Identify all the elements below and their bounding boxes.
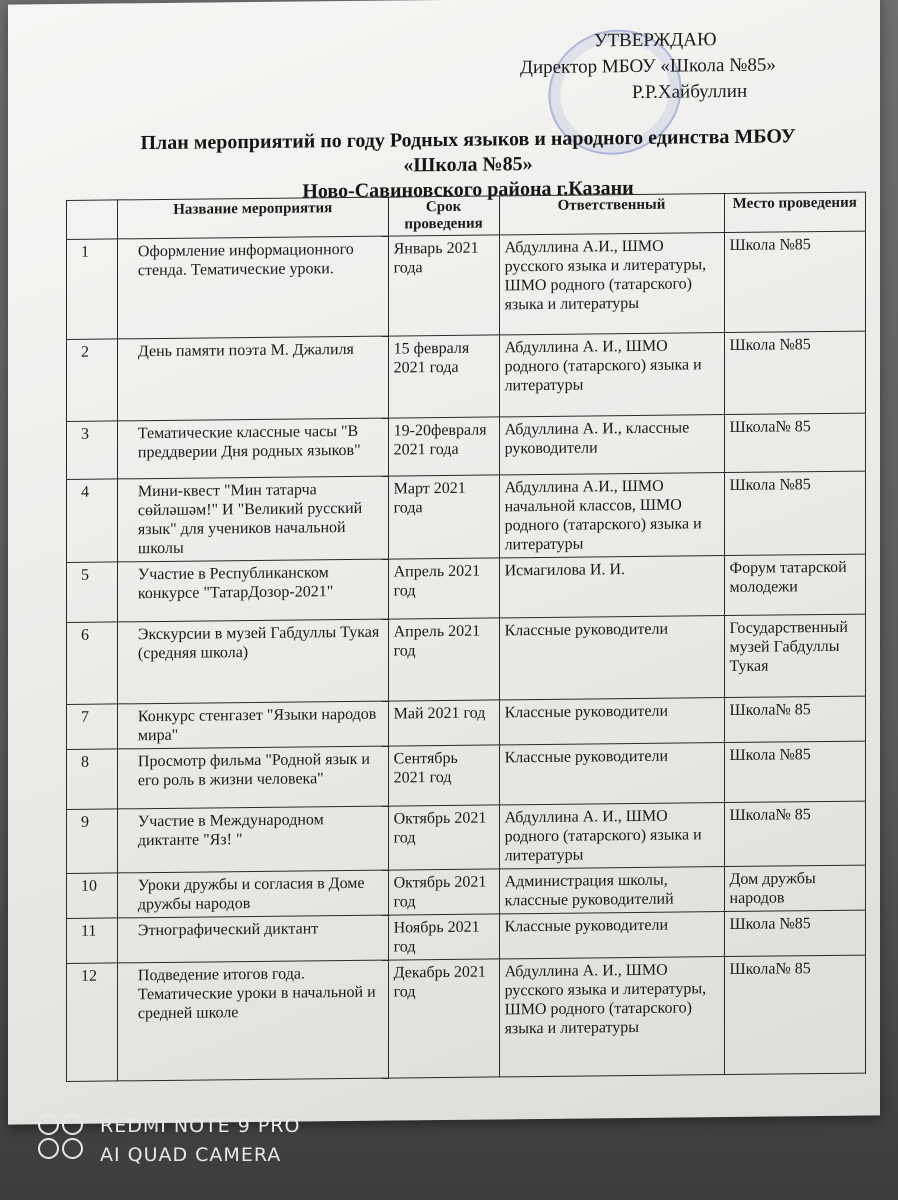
event-term: Апрель 2021 год [388,558,499,619]
event-name: Тематические классные часы "В преддверии Дня родных языков" [117,418,388,479]
event-name: Уроки дружбы и согласия в Доме дружбы народов [117,870,388,918]
event-responsible: Классные руководители [499,743,724,805]
document-page [8,0,880,1125]
table-row [67,413,866,479]
event-term: Октябрь 2021 год [388,869,499,915]
event-place: Форум татарской молодежи [724,554,866,615]
table-row [67,801,866,873]
row-number: 12 [67,963,118,1082]
event-place: Школа №85 [724,910,866,956]
events-table [66,192,866,1082]
event-responsible: Абдуллина А. И., ШМО русского языка и литературы, ШМО родного (татарского) языка и литературы [499,957,724,1077]
event-responsible: Исмагилова И. И. [499,556,724,618]
title-line-1: План мероприятий по году Родных языков и народного единства МБОУ [140,125,796,155]
event-term: Май 2021 год [388,700,499,746]
event-place: Школа №85 [724,231,866,332]
event-place: Государственный музей Габдуллы Тукая [724,614,866,697]
approval-heading: УТВЕРЖДАЮ [594,29,717,52]
approval-signatory: Р.Р.Хайбуллин [632,80,748,104]
event-place: Школа№ 85 [724,413,866,472]
header-term: Срок проведения [388,196,499,236]
table-row [67,614,866,704]
event-place: Школа №85 [724,331,866,414]
event-responsible: Администрация школы, классные руководителий [499,867,724,914]
approval-position: Директор МБОУ «Школа №85» [520,54,776,79]
event-name: Просмотр фильма "Родной язык и его роль в жизни человека" [117,746,388,809]
table-row [67,741,866,809]
event-term: Январь 2021 года [388,235,499,336]
row-number: 4 [67,479,118,563]
event-responsible: Абдуллина А.И., ШМО начальной классов, ШМО родного (татарского) языка и литературы [499,473,724,558]
event-term: Декабрь 2021 год [388,959,499,1078]
title-line-3: Ново-Савиновского района г.Казани [302,177,634,203]
event-name: Оформление информационного стенда. Тематические уроки. [117,236,388,339]
event-responsible: Классные руководители [499,616,724,700]
header-place: Место проведения [724,192,866,232]
header-num [67,200,118,240]
approval-block [508,26,848,108]
event-name: Подведение итогов года. Тематические уроки в начальной и средней школе [117,960,388,1081]
event-responsible: Абдуллина А. И., классные руководители [499,415,724,475]
event-responsible: Классные руководители [499,698,724,745]
row-number: 10 [67,873,118,919]
header-responsible: Ответственный [499,194,724,235]
watermark-model: REDMI NOTE 9 PRO [100,1115,301,1137]
row-number: 6 [67,622,118,705]
table-row [67,554,866,622]
event-place: Школа №85 [724,471,866,555]
event-term: 15 февраля 2021 года [388,335,499,418]
event-term: Март 2021 года [388,475,499,559]
event-name: Экскурсии в музей Габдуллы Тукая (средняя школа) [117,619,388,704]
event-term: Апрель 2021 год [388,618,499,701]
event-place: Школа№ 85 [724,801,866,866]
event-term: Сентябрь 2021 год [388,745,499,806]
event-responsible: Классные руководители [499,912,724,959]
table-row [67,331,866,421]
row-number: 7 [67,704,118,750]
event-responsible: Абдуллина А. И., ШМО родного (татарского) языка и литературы [499,333,724,417]
event-place: Дом дружбы народов [724,865,866,911]
row-number: 8 [67,749,118,810]
camera-lens-icon [38,1114,94,1170]
event-name: День памяти поэта М. Джалиля [117,336,388,421]
event-place: Школа№ 85 [724,696,866,742]
table-row [67,471,866,562]
row-number: 3 [67,421,118,480]
row-number: 11 [67,918,118,964]
event-term: Ноябрь 2021 год [388,914,499,960]
event-place: Школа №85 [724,741,866,802]
table-row [67,955,866,1081]
event-term: 19-20февраля 2021 года [388,417,499,476]
event-name: Этнографический диктант [117,915,388,963]
event-responsible: Абдуллина А.И., ШМО русского языка и литературы, ШМО родного (татарского) языка и литературы [499,233,724,335]
event-name: Участие в Республиканском конкурсе "ТатарДозор-2021" [117,559,388,622]
event-name: Участие в Международном диктанте "Яз! " [117,806,388,873]
row-number: 9 [67,809,118,874]
table-row [67,231,866,339]
event-term: Октябрь 2021 год [388,805,499,870]
event-name: Конкурс стенгазет "Языки народов мира" [117,701,388,749]
event-name: Мини-квест "Мин татарча сөйләшәм!" И "Великий русский язык" для учеников начальной школы [117,476,388,562]
title-line-2: «Школа №85» [403,153,533,177]
event-responsible: Абдуллина А. И., ШМО родного (татарского) языка и литературы [499,803,724,869]
header-name: Название мероприятия [117,197,388,239]
row-number: 5 [67,562,118,623]
event-place: Школа№ 85 [724,955,866,1074]
watermark-camera: AI QUAD CAMERA [100,1144,282,1166]
row-number: 2 [67,339,118,422]
row-number: 1 [67,239,118,340]
